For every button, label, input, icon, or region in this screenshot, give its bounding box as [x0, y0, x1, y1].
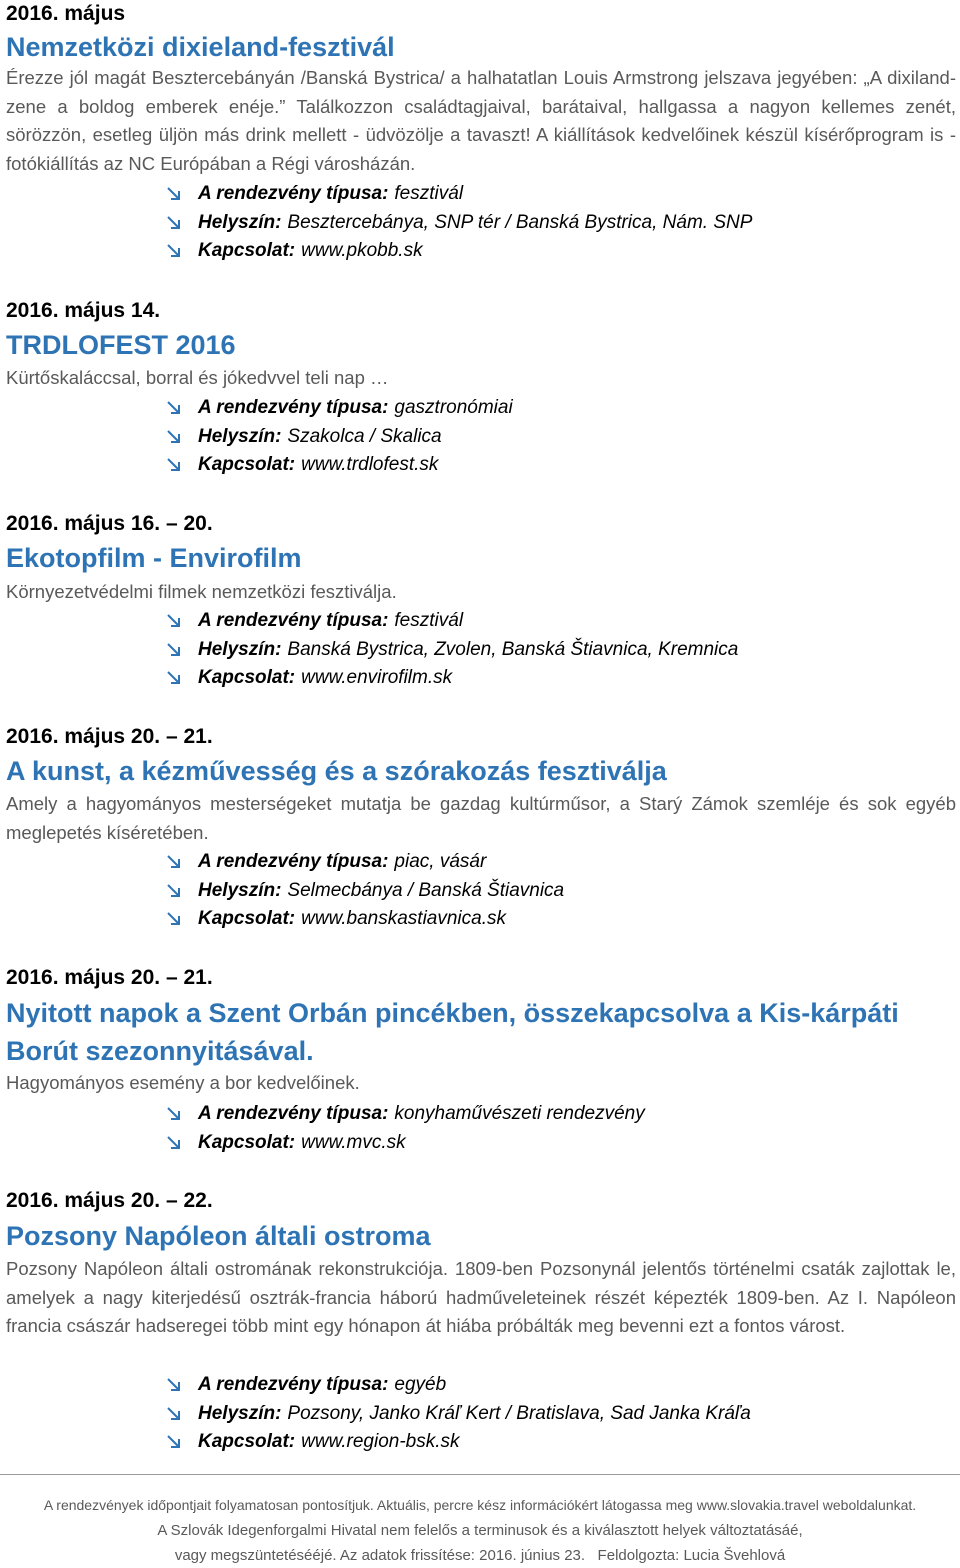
event-info: [166, 848, 564, 934]
arrow-down-right-icon: [166, 1406, 182, 1422]
event-description: Érezze jól magát Besztercebányán /Banská Bystrica/ a halhatatlan Louis Armstrong jelszava jegyében: „A dixiland-zene a boldog emberek enéje.” Találkozzon családtagjaival, barátaival, hallgassa a nagyon kellemes zenét, sörözzön, esetleg üljön más drink mellett - üdvözölje a tavaszt! A kiállítások kedvelőinek készül kísérőprogram is - fotókiállítás az NC Európában a Régi városházán.: [6, 67, 956, 174]
event-contact-row: [166, 237, 752, 266]
footer-line-2: A Szlovák Idegenforgalmi Hivatal nem felelős a terminusok és a kiválasztott helyek változtatásáé,: [157, 1522, 803, 1539]
event-type-label: A rendezvény típusa:: [198, 851, 389, 872]
event-type-label: A rendezvény típusa:: [198, 1103, 389, 1124]
arrow-down-right-icon: [166, 1106, 182, 1122]
event-date: 2016. május 14.: [6, 299, 161, 322]
arrow-down-right-icon: [166, 1434, 182, 1450]
event-contact-row: [166, 905, 564, 934]
event-date: 2016. május 20. – 22.: [6, 1189, 213, 1212]
event-place-label: Helyszín:: [198, 879, 282, 901]
event-contact-row: [166, 664, 738, 693]
event-type-row: [166, 1100, 645, 1129]
event-type-value: egyéb: [394, 1374, 447, 1395]
event-contact-label: Kapcsolat:: [198, 908, 296, 929]
arrow-down-right-icon: [166, 1135, 182, 1151]
event-type-row: [166, 180, 752, 209]
event-type-value: fesztivál: [394, 183, 464, 204]
event-place-value: Selmecbánya / Banská Štiavnica: [287, 879, 565, 901]
event-place-row: [166, 423, 513, 452]
event-type-value: piac, vásár: [394, 851, 487, 872]
arrow-down-right-icon: [166, 400, 182, 416]
event-description: Kürtőskaláccsal, borral és jókedvvel teli nap …: [6, 367, 389, 388]
arrow-down-right-icon: [166, 854, 182, 870]
arrow-down-right-icon: [166, 243, 182, 259]
event-place-label: Helyszín:: [198, 425, 282, 447]
event-title: Nyitott napok a Szent Orbán pincékben, összekapcsolva a Kis-kárpáti Borút szezonnyitásával.: [6, 998, 899, 1066]
event-date: 2016. május 20. – 21.: [6, 725, 213, 748]
event-contact-link[interactable]: www.trdlofest.sk: [301, 454, 439, 475]
event-place-value: Pozsony, Janko Kráľ Kert / Bratislava, Sad Janka Kráľa: [287, 1402, 751, 1424]
event-contact-row: [166, 1428, 751, 1457]
arrow-down-right-icon: [166, 911, 182, 927]
event-type-row: [166, 607, 738, 636]
event-date: 2016. május 16. – 20.: [6, 512, 213, 535]
event-place-label: Helyszín:: [198, 1402, 282, 1424]
event-date: 2016. május 20. – 21.: [6, 966, 213, 989]
arrow-down-right-icon: [166, 613, 182, 629]
event-contact-link[interactable]: www.envirofilm.sk: [301, 667, 453, 688]
event-type-label: A rendezvény típusa:: [198, 610, 389, 631]
event-contact-link[interactable]: www.mvc.sk: [301, 1131, 406, 1153]
event-place-value: Besztercebánya, SNP tér / Banská Bystrica, Nám. SNP: [287, 211, 753, 233]
event-info: [166, 607, 738, 693]
arrow-down-right-icon: [166, 883, 182, 899]
event-title: TRDLOFEST 2016: [6, 330, 236, 360]
event-title: Ekotopfilm - Envirofilm: [6, 543, 302, 573]
event-title: Nemzetközi dixieland-fesztivál: [6, 32, 395, 62]
event-contact-label: Kapcsolat:: [198, 1431, 296, 1452]
event-info: [166, 1100, 645, 1157]
event-contact-link[interactable]: www.banskastiavnica.sk: [301, 908, 507, 929]
event-place-row: [166, 209, 752, 238]
event-info: [166, 180, 752, 266]
arrow-down-right-icon: [166, 670, 182, 686]
event-contact-label: Kapcsolat:: [198, 667, 296, 688]
event-type-value: gasztronómiai: [394, 397, 513, 418]
event-date: 2016. május: [6, 2, 126, 25]
event-type-row: [166, 848, 564, 877]
event-description: Pozsony Napóleon általi ostromának rekonstrukciója. 1809-ben Pozsonynál jelentős történelmi csaták zajlottak le, amelyek a nagy kiterjedésű osztrák-francia háború hadműveleteinek részét képezték 1809-ben. Az I. Napóleon francia császár hadseregei több mint egy hónapon át hiába próbálták meg bevenni ezt a fontos várost.: [6, 1258, 956, 1336]
event-info: [166, 394, 513, 480]
event-place-value: Szakolca / Skalica: [287, 425, 442, 447]
event-place-value: Banská Bystrica, Zvolen, Banská Štiavnica, Kremnica: [287, 638, 739, 660]
event-contact-row: [166, 1129, 645, 1158]
event-info: [166, 1371, 751, 1457]
arrow-down-right-icon: [166, 186, 182, 202]
arrow-down-right-icon: [166, 429, 182, 445]
event-contact-link[interactable]: www.region-bsk.sk: [301, 1431, 460, 1452]
event-place-label: Helyszín:: [198, 211, 282, 233]
event-description: Amely a hagyományos mesterségeket mutatja be gazdag kultúrműsor, a Starý Zámok szemléje és sok egyéb meglepetés kíséretében.: [6, 793, 956, 843]
event-type-row: [166, 1371, 751, 1400]
footer-line-1: A rendezvények időpontjait folyamatosan pontosítjuk. Aktuális, percre kész információkért látogassa meg www.slovakia.travel weboldalunkat.: [43, 1497, 917, 1513]
event-title: Pozsony Napóleon általi ostroma: [6, 1221, 431, 1251]
page-footer: [0, 1474, 960, 1568]
event-description: Környezetvédelmi filmek nemzetközi fesztiválja.: [6, 581, 397, 602]
arrow-down-right-icon: [166, 642, 182, 658]
event-contact-label: Kapcsolat:: [198, 240, 296, 261]
event-type-value: konyhaművészeti rendezvény: [394, 1103, 645, 1124]
event-contact-row: [166, 451, 513, 480]
event-description: Hagyományos esemény a bor kedvelőinek.: [6, 1072, 360, 1093]
event-place-label: Helyszín:: [198, 638, 282, 660]
event-contact-link[interactable]: www.pkobb.sk: [301, 240, 423, 261]
event-type-label: A rendezvény típusa:: [198, 183, 389, 204]
arrow-down-right-icon: [166, 1377, 182, 1393]
event-type-label: A rendezvény típusa:: [198, 1374, 389, 1395]
arrow-down-right-icon: [166, 457, 182, 473]
footer-line-3: vagy megszüntetésééjé. Az adatok frissítése: 2016. június 23. Feldolgozta: Lucia Švehlová: [174, 1547, 786, 1564]
event-title: A kunst, a kézművesség és a szórakozás fesztiválja: [6, 756, 667, 786]
event-place-row: [166, 636, 738, 665]
event-contact-label: Kapcsolat:: [198, 1131, 296, 1153]
event-type-row: [166, 394, 513, 423]
event-type-label: A rendezvény típusa:: [198, 397, 389, 418]
event-place-row: [166, 877, 564, 906]
event-place-row: [166, 1400, 751, 1429]
arrow-down-right-icon: [166, 215, 182, 231]
event-contact-label: Kapcsolat:: [198, 454, 296, 475]
event-type-value: fesztivál: [394, 610, 464, 631]
